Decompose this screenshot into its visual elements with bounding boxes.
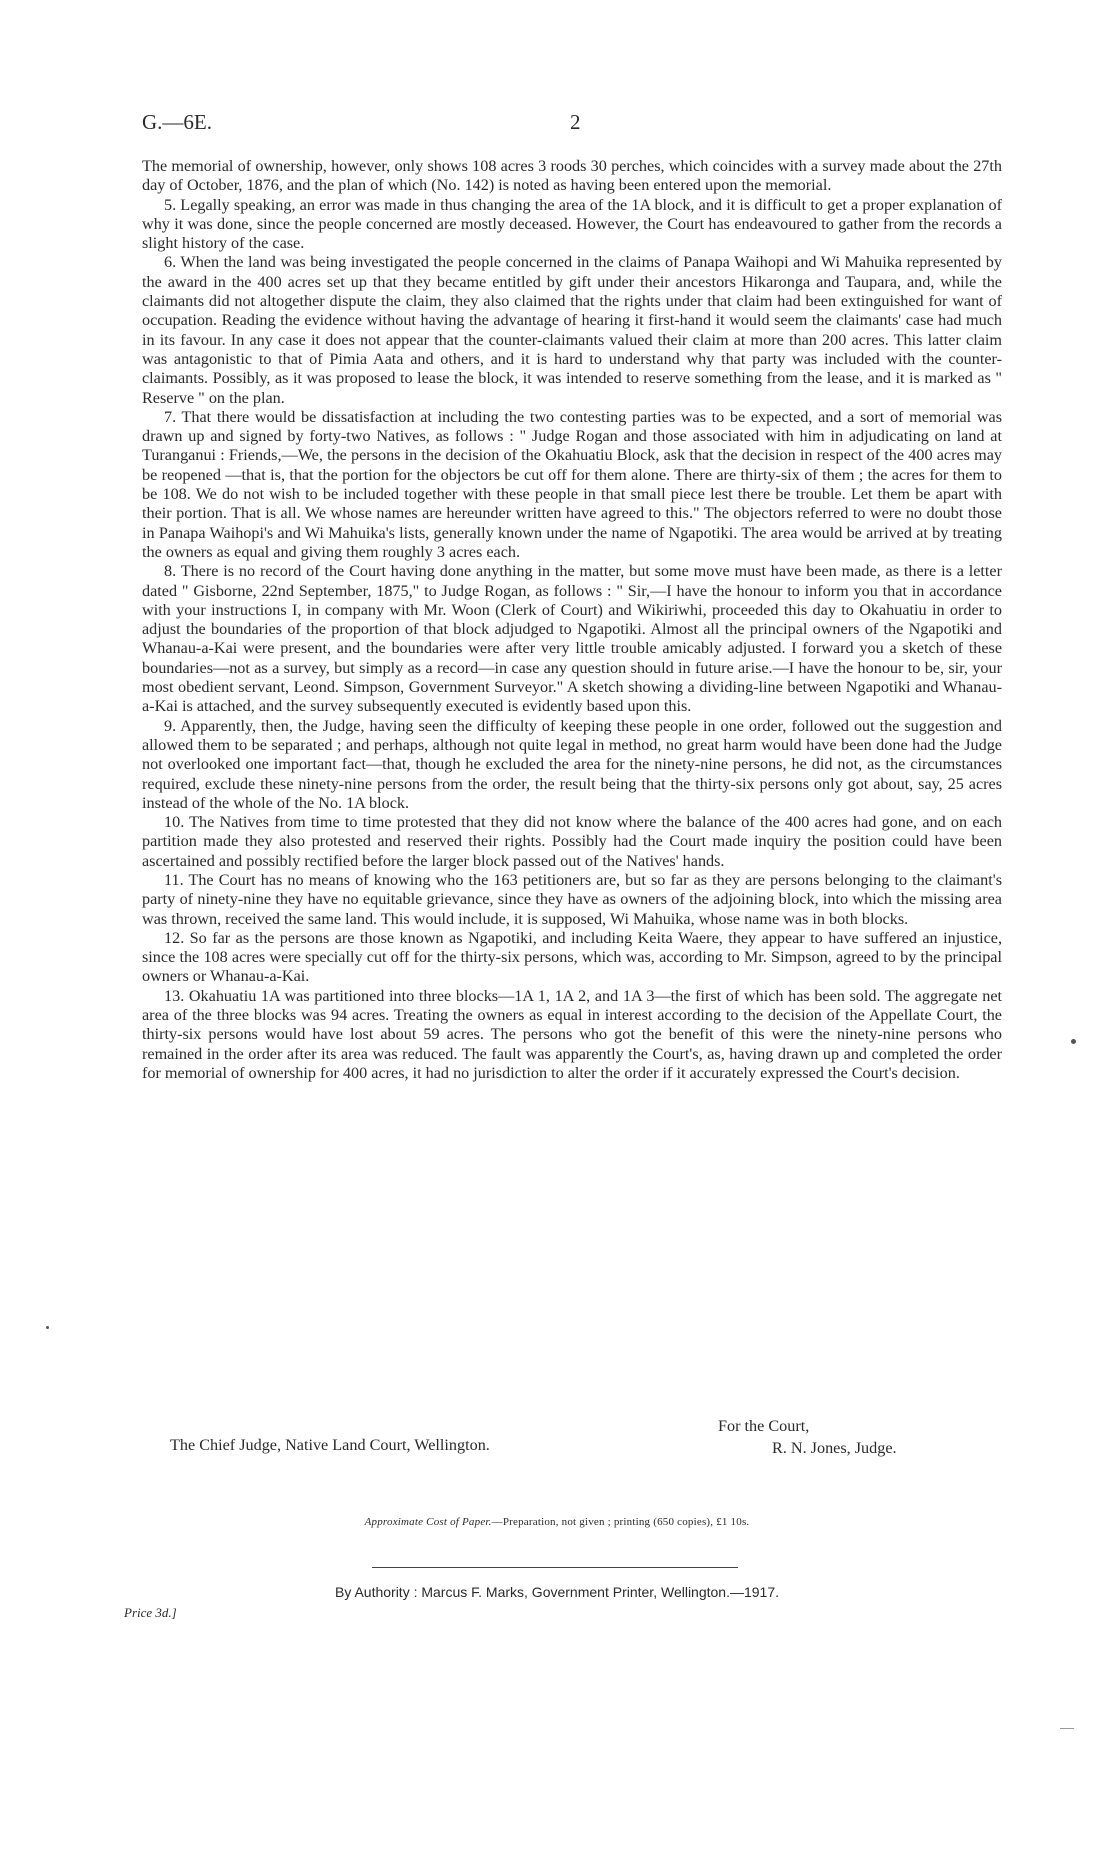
page-number: 2 — [570, 110, 581, 134]
authority-line: By Authority : Marcus F. Marks, Government Printer, Wellington.—1917. — [334, 1584, 780, 1600]
signature-for-court: For the Court, — [718, 1417, 810, 1435]
price: Price 3d.] — [124, 1605, 177, 1620]
paragraph-11: 11. The Court has no means of knowing who the 163 petitioners are, but so far as they are persons belonging to the claimant's party of ninety-nine they have no equitable grievance, since they have as owners of the adjoining block, into which the missing area was thrown, received the same land. This would include, it is supposed, Wi Mahuika, whose name was in both blocks. — [142, 870, 1002, 928]
margin-dot-mark — [46, 1326, 49, 1329]
cost-note-text: —Preparation, not given ; printing (650 copies), £1 10s. — [491, 1516, 750, 1528]
paragraph-10: 10. The Natives from time to time protested that they did not know where the balance of the 400 acres had gone, and on each partition made they also protested and reserved their rights. Possibly had the Court made inquiry the position could have been ascertained and possibly rectified before the larger block passed out of the Natives' hands. — [142, 813, 1002, 870]
paragraph-5: 5. Legally speaking, an error was made in thus changing the area of the 1A block, and it is difficult to get a proper explanation of why it was done, since the people concerned are mostly deceased. However, the Court has endeavoured to gather from the records a slight history of the case. — [142, 195, 1002, 253]
paragraph-12: 12. So far as the persons are those known as Ngapotiki, and including Keita Waere, they appear to have suffered an injustice, since the 108 acres were specially cut off for the thirty-six persons, which was, according to Mr. Simpson, agreed to by the principal owners or Whanau-a-Kai. — [142, 928, 1002, 986]
margin-dot-mark — [1071, 1039, 1076, 1044]
cost-note — [0, 1516, 1114, 1528]
paragraph-9: 9. Apparently, then, the Judge, having seen the difficulty of keeping these people in one order, followed out the suggestion and allowed them to be separated ; and perhaps, although not quite legal in method, no great harm would have been done had the Judge not overlooked one important fact—that, though he excluded the area for the ninety-nine persons, he did not, as the circumstances required, exclude these ninety-nine persons from the order, the result being that the thirty-six persons only got about, say, 25 acres instead of the whole of the No. 1A block. — [142, 716, 1002, 812]
document-reference: G.—6E. — [142, 110, 212, 134]
paragraph-6: 6. When the land was being investigated the people concerned in the claims of Panapa Waihopi and Wi Mahuika represented by the award in the 400 acres set up that they became entitled by gift under their ancestors Hikaronga and Taupara, and, while the claimants did not altogether dispute the claim, they also claimed that the rights under that claim had been extinguished for want of occupation. Reading the evidence without having the advantage of hearing it first-hand it would seem the claimants' case had much in its favour. In any case it does not appear that the counter-claimants valued their claim at more than 200 acres. This latter claim was antagonistic to that of Pimia Aata and others, and it is hard to understand why that party was included with the counter-claimants. Possibly, as it was proposed to lease the block, it was intended to reserve something from the lease, and it is marked as " Reserve " on the plan. — [142, 253, 1002, 407]
signature-judge: R. N. Jones, Judge. — [772, 1439, 897, 1457]
addressee: The Chief Judge, Native Land Court, Wellington. — [170, 1436, 490, 1454]
cost-note-label: Approximate Cost of Paper. — [364, 1516, 492, 1528]
signature-block — [718, 1415, 897, 1459]
paragraph-13: 13. Okahuatiu 1A was partitioned into three blocks—1A 1, 1A 2, and 1A 3—the first of which has been sold. The aggregate net area of the three blocks was 94 acres. Treating the owners as equal in interest according to the decision of the Appellate Court, the thirty-six persons would have lost about 59 acres. The persons who got the benefit of this were the ninety-nine persons who remained in the order after its area was reduced. The fault was apparently the Court's, as, having drawn up and completed the order for memorial of ownership for 400 acres, it had no jurisdiction to alter the order if it accurately expressed the Court's decision. — [142, 986, 1002, 1082]
divider-rule — [372, 1567, 738, 1568]
margin-smudge-mark — [1060, 1728, 1074, 1729]
paragraph-continuation: The memorial of ownership, however, only shows 108 acres 3 roods 30 perches, which coincides with a survey made about the 27th day of October, 1876, and the plan of which (No. 142) is noted as having been entered upon the memorial. — [142, 157, 1002, 195]
paragraph-7: 7. That there would be dissatisfaction at including the two contesting parties was to be expected, and a sort of memorial was drawn up and signed by forty-two Natives, as follows : " Judge Rogan and those associated with him in adjudicating on land at Turanganui : Friends,—We, the persons in the decision of the Okahuatiu Block, ask that the decision in respect of the 400 acres may be reopened —that is, that the portion for the objectors be cut off for them alone. There are thirty-six of them ; the acres for them to be 108. We do not wish to be included together with these people in that small piece lest there be trouble. Let them be apart with their portion. That is all. We whose names are hereunder written have agreed to this." The objectors referred to were no doubt those in Panapa Waihopi's and Wi Mahuika's lists, generally known under the name of Ngapotiki. The area would be arrived at by treating the owners as equal and giving them roughly 3 acres each. — [142, 407, 1002, 561]
body-text — [142, 157, 1002, 1083]
paragraph-8: 8. There is no record of the Court having done anything in the matter, but some move must have been made, as there is a letter dated " Gisborne, 22nd September, 1875," to Judge Rogan, as follows : " Sir,—I have the honour to inform you that in accordance with your instructions I, in company with Mr. Woon (Clerk of Court) and Wikiriwhi, proceeded this day to Okahuatiu in order to adjust the boundaries of the proportion of that block adjudged to Ngapotiki. Almost all the principal owners of the Ngapotiki and Whanau-a-Kai were present, and the boundaries were after very little trouble amicably adjusted. I forward you a sketch of these boundaries—not as a survey, but simply as a record—in case any question should in future arise.—I have the honour to be, sir, your most obedient servant, Leond. Simpson, Government Surveyor." A sketch showing a dividing-line between Ngapotiki and Whanau-a-Kai is attached, and the survey subsequently executed is evidently based upon this. — [142, 562, 1002, 716]
